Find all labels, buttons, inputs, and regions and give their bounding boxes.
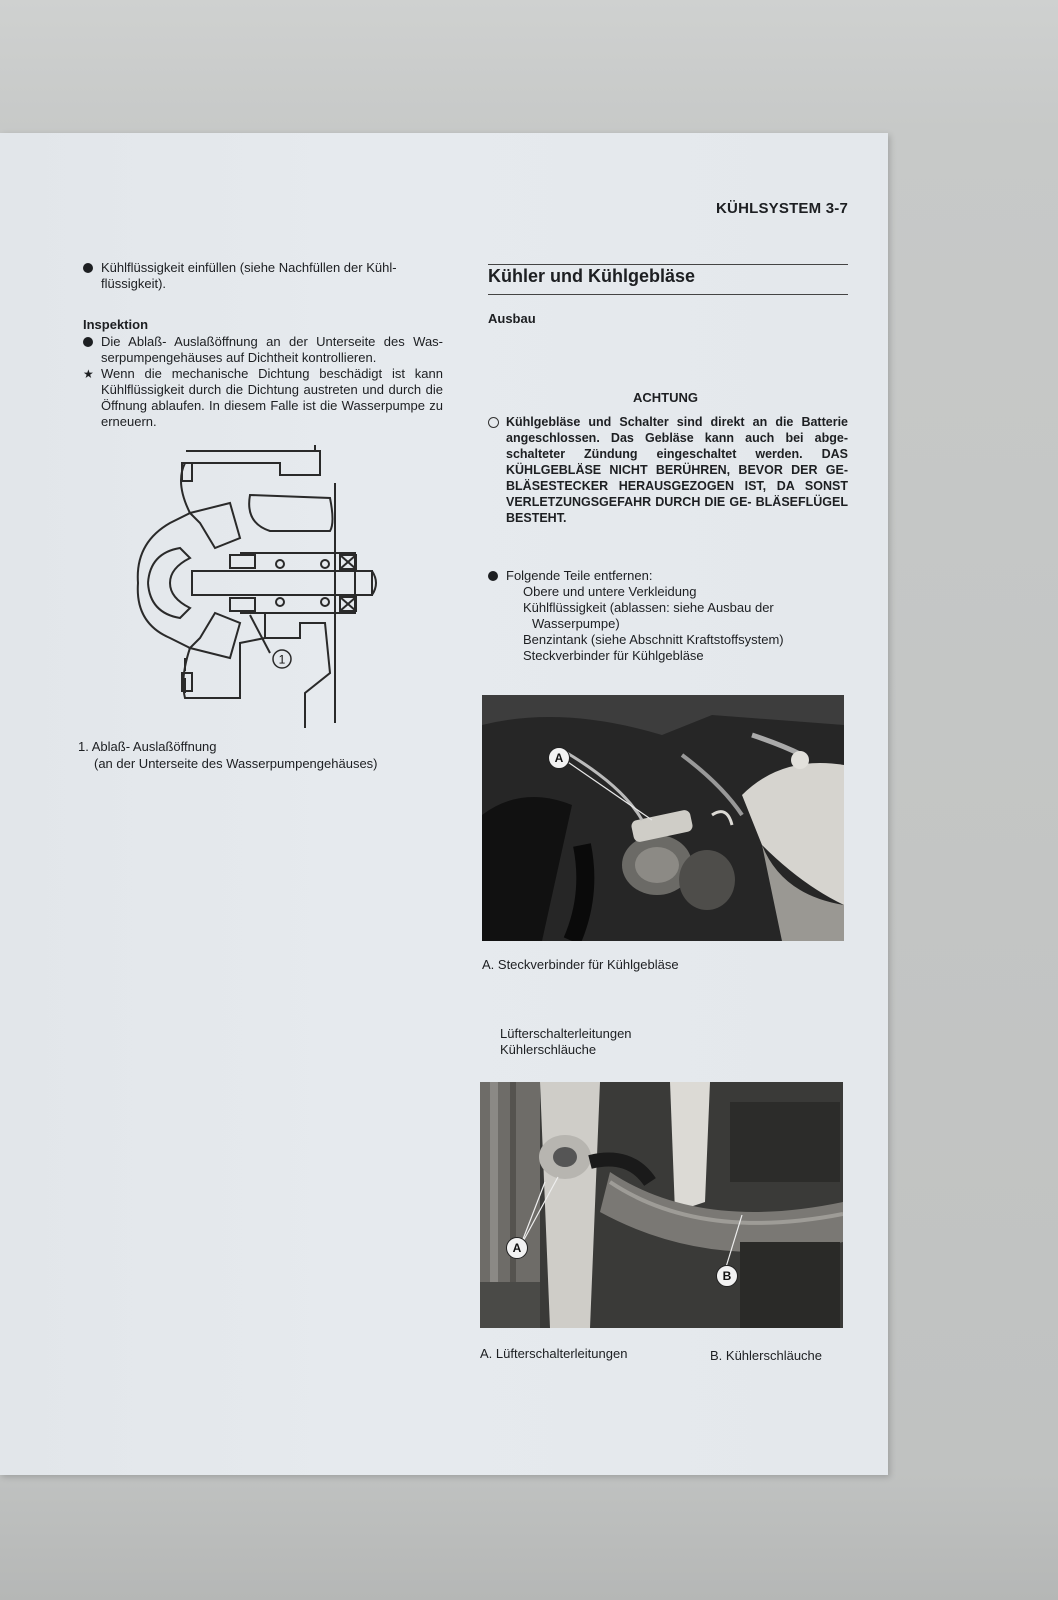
water-pump-diagram xyxy=(130,443,400,733)
fill-coolant-step xyxy=(83,260,443,292)
callout-a: A xyxy=(548,747,570,769)
remove-item: Steckverbinder für Kühlgebläse xyxy=(523,648,704,663)
inspection-step xyxy=(83,334,443,366)
warning-bullet-icon xyxy=(488,417,499,428)
parts-list-item: Kühlerschläuche xyxy=(500,1042,597,1057)
seal-damage-text: Wenn die mechanische Dichtung beschädigt ist kann Kühlflüssigkeit durch die Dichtung austreten und durch die Öffnung ablaufen. In diesem Falle ist die Wasserpumpe zu erneuern. xyxy=(101,366,443,429)
diagram-caption-line1: 1. Ablaß- Auslaßöffnung xyxy=(78,739,217,754)
remove-parts-intro: Folgende Teile entfernen: xyxy=(506,568,653,583)
parts-list-item: Lüfterschalterleitungen xyxy=(500,1026,632,1041)
star-icon: ★ xyxy=(83,367,94,381)
remove-item: Kühlflüssigkeit (ablassen: siehe Ausbau der xyxy=(523,600,774,615)
page-header: KÜHLSYSTEM 3-7 xyxy=(716,200,848,217)
bullet-icon xyxy=(83,263,93,273)
callout-b: B xyxy=(716,1265,738,1287)
section-title: Kühler und Kühlgebläse xyxy=(488,266,696,286)
photo2-caption-a: A. Lüfterschalterleitungen xyxy=(480,1346,628,1361)
manual-page xyxy=(0,133,888,1475)
callout-a: A xyxy=(506,1237,528,1259)
fill-coolant-text: Kühlflüssigkeit einfüllen (siehe Nachfüllen der Kühl- flüssigkeit). xyxy=(101,260,397,291)
remove-parts-list xyxy=(488,584,848,664)
fan-connector-photo-art xyxy=(482,695,844,941)
section-rule-top xyxy=(488,264,848,265)
inspection-heading: Inspektion xyxy=(83,317,149,332)
warning-heading: ACHTUNG xyxy=(633,390,698,405)
remove-item: Wasserpumpe) xyxy=(532,616,620,631)
remove-parts-step xyxy=(488,568,848,584)
warning-block xyxy=(488,414,848,526)
parts-list xyxy=(500,1026,632,1058)
subsection-title: Ausbau xyxy=(488,311,536,326)
photo1-caption: A. Steckverbinder für Kühlgebläse xyxy=(482,957,679,972)
remove-item: Obere und untere Verkleidung xyxy=(523,584,697,599)
bullet-icon xyxy=(488,571,498,581)
section-rule-bottom xyxy=(488,294,848,295)
fan-switch-hoses-photo-art xyxy=(480,1082,843,1328)
fan-switch-hoses-photo xyxy=(480,1082,843,1328)
remove-item: Benzintank (siehe Abschnitt Kraftstoffsystem) xyxy=(523,632,784,647)
seal-damage-note xyxy=(83,366,443,430)
diagram-caption-line2: (an der Unterseite des Wasserpumpengehäuses) xyxy=(94,756,378,771)
drain-callout-label: 1 xyxy=(278,652,286,667)
bullet-icon xyxy=(83,337,93,347)
photo2-caption-b: B. Kühlerschläuche xyxy=(710,1348,823,1363)
fan-connector-photo xyxy=(482,695,844,941)
inspection-text: Die Ablaß- Auslaßöffnung an der Unterseite des Was- serpumpengehäuses auf Dichtheit kontrollieren. xyxy=(101,334,443,365)
warning-text: Kühlgebläse und Schalter sind direkt an die Batterie angeschlossen. Das Gebläse kann auch bei abge- schalteter Zündung eingeschaltet werden. DAS KÜHLGEBLÄSE NICHT BERÜHREN, BEVOR DER GE- BLÄSESTECKER HERAUSGEZOGEN IST, DA SONST VERLETZUNGSGEFAHR DURCH DIE GE- BLÄSEFLÜGEL BESTEHT. xyxy=(506,415,848,525)
